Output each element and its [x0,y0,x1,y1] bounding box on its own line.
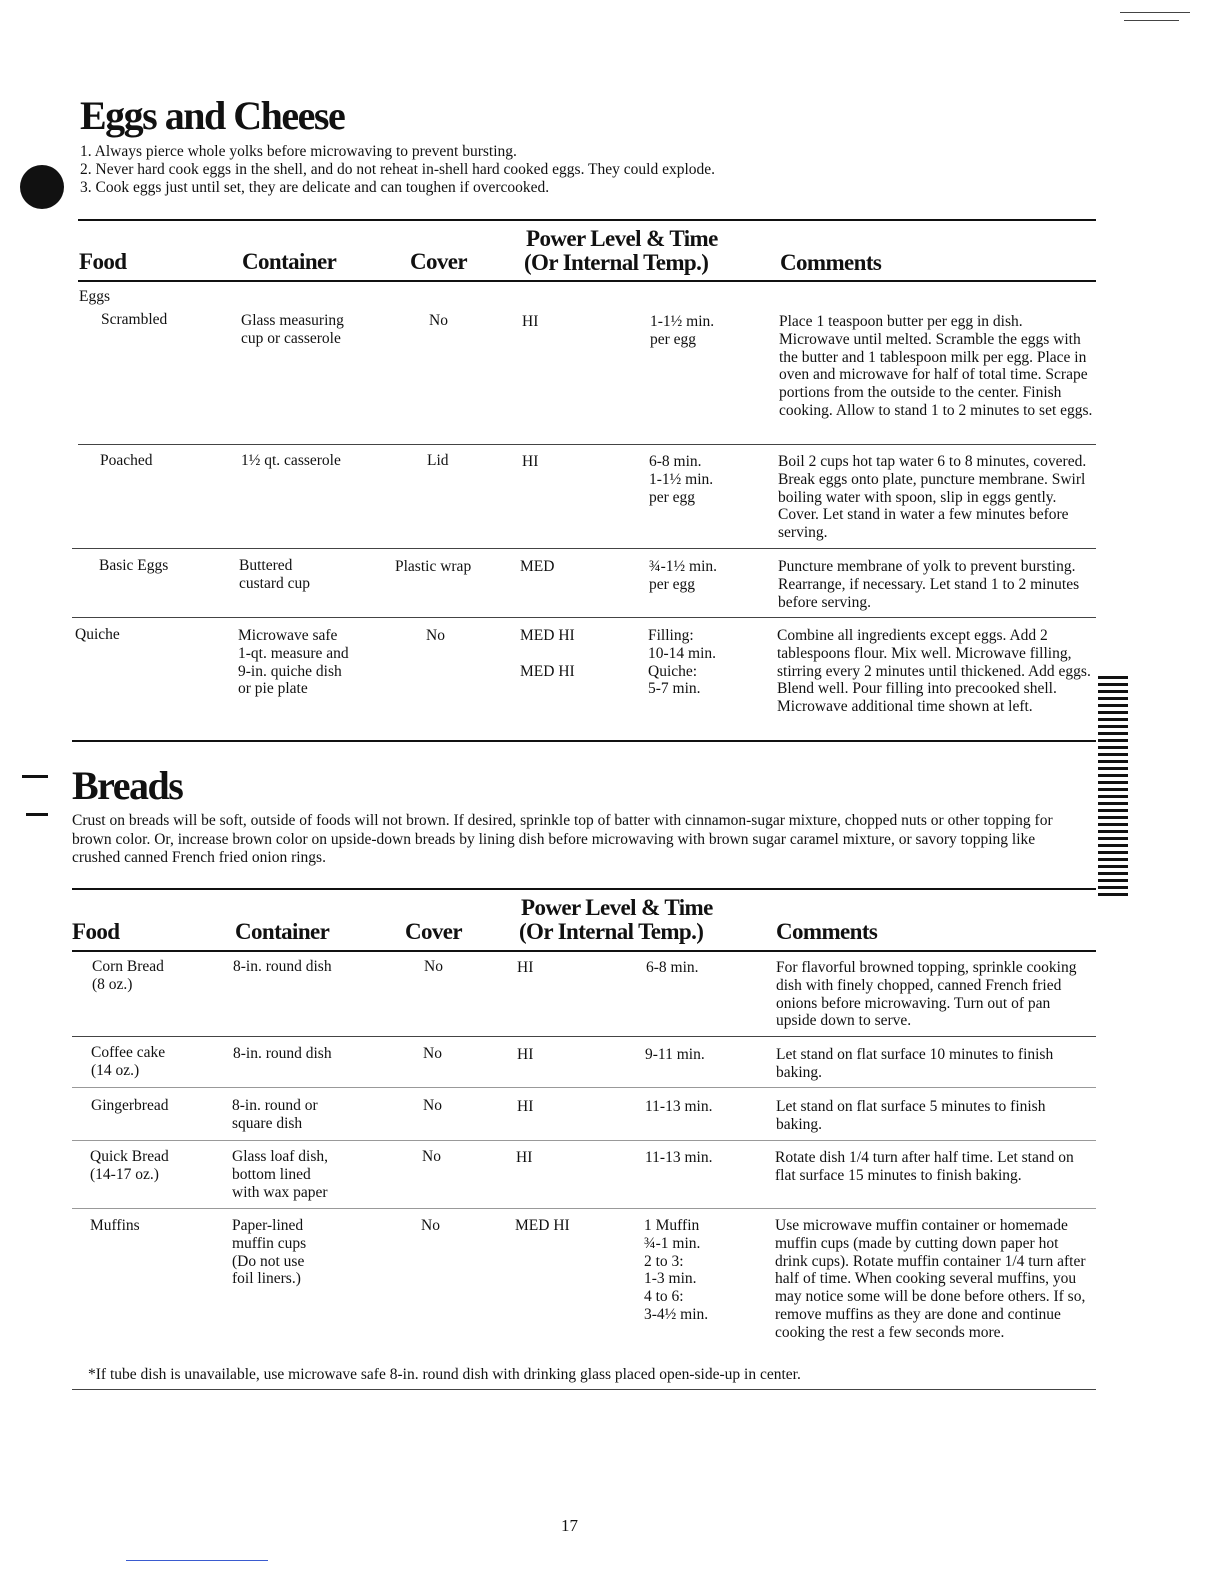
row-food: Muffins [90,1217,140,1234]
row-food: Gingerbread [91,1097,169,1114]
row-food: Scrambled [101,311,168,328]
row-divider [72,1036,1096,1037]
row-power: HI [516,1149,533,1166]
row-cover: No [426,627,445,644]
row-comments: Puncture membrane of yolk to prevent bursting. Rearrange, if necessary. Let stand 1 to 2 minutes before serving. [778,558,1080,611]
row-comments: Rotate dish 1/4 turn after half time. Let stand on flat surface 15 minutes to finish baking. [775,1149,1074,1184]
breads-header-rule [72,950,1096,952]
row-container: 8-in. round or square dish [232,1097,318,1132]
row-power: MED HI MED HI [520,627,575,680]
row-time: 11-13 min. [645,1098,713,1115]
row-container: 8-in. round dish [233,958,332,975]
eggs-group-label: Eggs [79,288,110,305]
row-comments: Let stand on flat surface 10 minutes to finish baking. [776,1046,1054,1081]
row-time: 11-13 min. [645,1149,713,1166]
eggs-header-rule [78,280,1096,282]
row-cover: Plastic wrap [395,558,472,575]
row-cover: No [421,1217,440,1234]
row-container: Paper-lined muffin cups (Do not use foil liners.) [232,1217,307,1288]
row-container: Microwave safe 1-qt. measure and 9-in. quiche dish or pie plate [238,627,349,698]
row-container: Glass measuring cup or casserole [241,312,344,347]
row-food: Quiche [75,626,120,643]
eggs-note: 1. Always pierce whole yolks before microwaving to prevent bursting. [80,143,517,160]
row-time: 1 Muffin ¾-1 min. 2 to 3: 1-3 min. 4 to 6: 3-4½ min. [644,1217,709,1323]
eggs-section-title: Eggs and Cheese [80,93,345,138]
row-cover: No [424,958,443,975]
row-power: HI [517,1046,534,1063]
eggs-table-top-rule [78,219,1096,221]
row-divider [72,617,1096,618]
row-cover: Lid [427,452,449,469]
row-time: 6-8 min. [646,959,699,976]
row-comments: Let stand on flat surface 5 minutes to finish baking. [776,1098,1046,1133]
row-food: Poached [100,452,153,469]
eggs-note: 3. Cook eggs just until set, they are delicate and can toughen if overcooked. [80,179,550,196]
row-power: HI [522,453,539,470]
margin-dash-mark [22,775,48,778]
eggs-note: 2. Never hard cook eggs in the shell, and do not reheat in-shell hard cooked eggs. They could explode. [80,161,716,178]
breads-footnote: *If tube dish is unavailable, use microwave safe 8-in. round dish with drinking glass placed open-side-up in center. [88,1366,801,1383]
breads-section-title: Breads [72,763,183,808]
row-divider [72,548,1096,549]
row-container: Glass loaf dish, bottom lined with wax paper [232,1148,329,1201]
row-time: Filling: 10-14 min. Quiche: 5-7 min. [648,627,717,698]
header-power-line1: Power Level & Time [526,226,718,251]
row-power: HI [522,313,539,330]
row-comments: Place 1 teaspoon butter per egg in dish. Microwave until melted. Scramble the eggs with the butter and 1 tablespoon milk per egg. Place in oven and microwave for half of total time. Scrape portions from the outside to the center. Finish cooking. Allow to stand 1 to 2 minutes to set eggs. [779,313,1093,419]
header-comments: Comments [780,250,882,275]
page-number: 17 [561,1516,578,1535]
header-container: Container [242,249,337,274]
row-power: MED HI [515,1217,570,1234]
row-food: Basic Eggs [99,557,169,574]
header-cover: Cover [410,249,468,274]
margin-dash-mark [26,813,48,816]
row-food: Corn Bread (8 oz.) [92,958,164,993]
row-comments: Boil 2 cups hot tap water 6 to 8 minutes, covered. Break eggs onto plate, puncture membrane. Swirl boiling water with spoon, slip in eggs gently. Cover. Let stand in water a few minutes before serving. [778,453,1087,542]
row-divider [72,1140,1096,1141]
header-cover: Cover [405,919,463,944]
scan-edge-line [1124,20,1179,21]
row-container: Buttered custard cup [239,557,311,592]
row-food: Coffee cake (14 oz.) [91,1044,166,1079]
row-power: MED [520,558,555,575]
scan-edge-line [1120,12,1190,13]
header-food: Food [79,249,127,274]
row-cover: No [429,312,448,329]
header-power-line1: Power Level & Time [521,895,713,920]
row-cover: No [423,1097,442,1114]
row-time: 6-8 min. 1-1½ min. per egg [649,453,714,506]
scan-bottom-line [126,1560,268,1561]
row-time: 1-1½ min. per egg [650,313,715,348]
row-comments: Use microwave muffin container or homemade muffin cups (made by cutting down paper hot drink cups). Rotate muffin container 1/4 turn after half of time. When cooking several muffins, you may notice some will be done before others. If so, remove muffins as they are done and continue cooking the rest a few seconds more. [775,1217,1086,1341]
header-food: Food [72,919,120,944]
row-comments: Combine all ingredients except eggs. Add 2 tablespoons flour. Mix well. Microwave filling, stirring every 2 minutes until thickened. Add eggs. Blend well. Pour filling into precooked shell. Microwave additional time shown at left. [777,627,1091,716]
row-time: ¾-1½ min. per egg [649,558,718,593]
breads-table-bottom-rule [72,1389,1096,1390]
row-container: 8-in. round dish [233,1045,332,1062]
row-divider [78,444,1096,445]
eggs-table-bottom-rule [72,740,1096,742]
header-comments: Comments [776,919,878,944]
header-power-line2: (Or Internal Temp.) [519,919,704,944]
row-time: 9-11 min. [645,1046,705,1063]
row-container: 1½ qt. casserole [241,452,341,469]
row-power: HI [517,1098,534,1115]
binder-hole-mark [20,165,64,209]
row-power: HI [517,959,534,976]
header-container: Container [235,919,330,944]
eggs-notes-list [80,143,715,197]
row-cover: No [422,1148,441,1165]
row-comments: For flavorful browned topping, sprinkle cooking dish with finely chopped, canned French fried onions before microwaving. Turn out of pan upside down to serve. [776,959,1077,1030]
row-divider [72,1208,1096,1209]
margin-tab-marks [1098,676,1128,900]
row-divider [72,1087,1096,1088]
row-cover: No [423,1045,442,1062]
header-power-line2: (Or Internal Temp.) [524,250,709,275]
breads-intro: Crust on breads will be soft, outside of foods will not brown. If desired, sprinkle top of batter with cinnamon-sugar mixture, chopped nuts or other topping for brown color. Or, increase brown color on upside-down breads by lining dish before microwaving with brown sugar caramel mixture, or savory topping like crushed canned French fried onion rings. [72,812,1053,866]
breads-table-top-rule [72,888,1096,890]
row-food: Quick Bread (14-17 oz.) [90,1148,169,1183]
